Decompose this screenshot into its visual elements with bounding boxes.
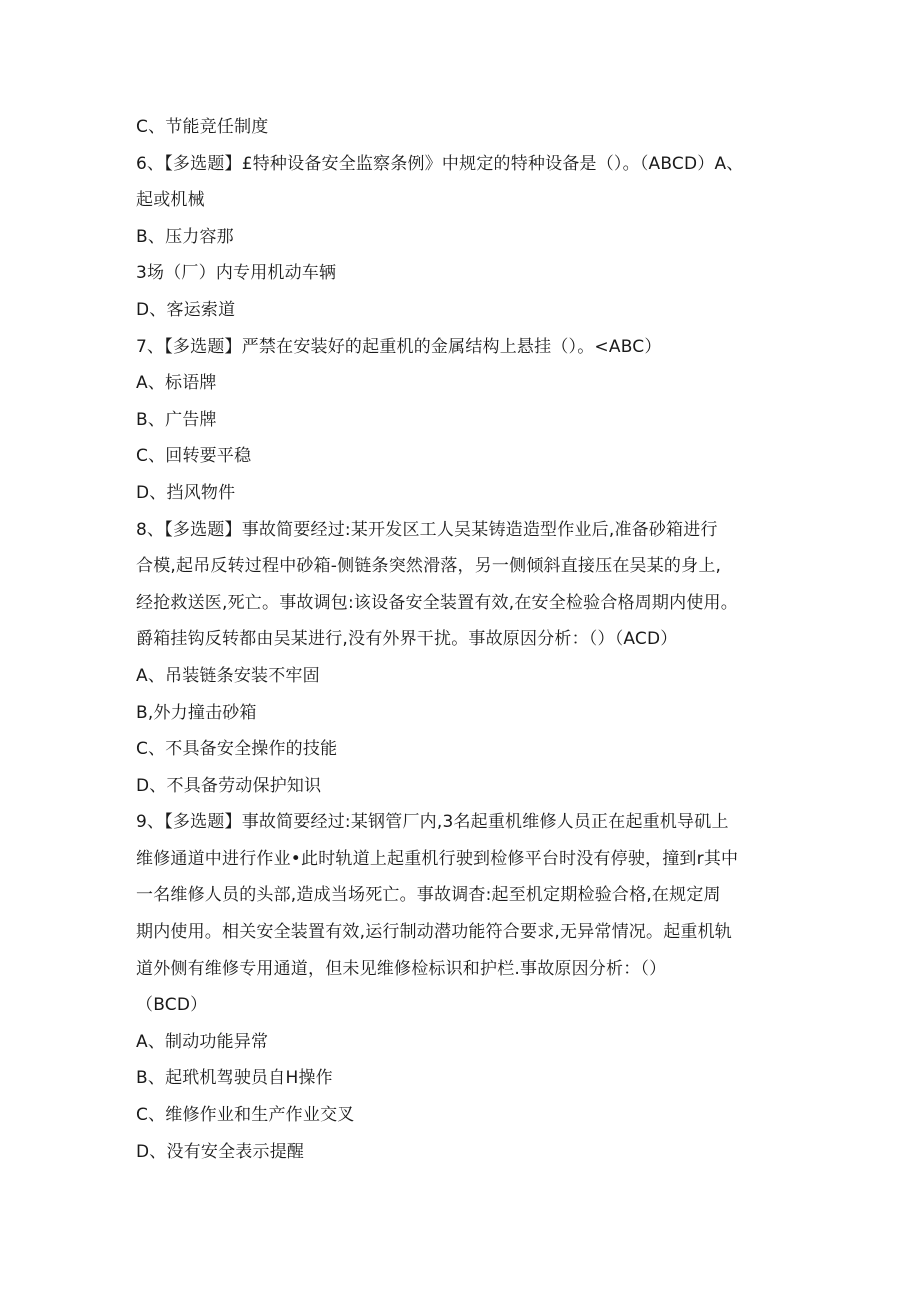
question-7-option-a-line: A、标语牌 xyxy=(136,373,217,394)
question-7-option-c-line: C、回转要平稳 xyxy=(136,446,252,467)
question-7-line: 7、【多选题】严禁在安装好的起重机的金属结构上悬挂（）。<ABC） xyxy=(136,336,662,357)
question-8-line-1: 8、【多选题】事故简要经过:某开发区工人吴某铸造造型作业后,准备砂箱进行 xyxy=(136,519,718,540)
question-8-option-d-line: D、不具备劳动保护知识 xyxy=(136,775,322,796)
question-9-option-b-line: B、起玳机驾驶员自H操作 xyxy=(136,1068,333,1089)
question-9-line-5: 道外侧有维修专用通道，但未见维修检标识和护栏.事故原因分析：（） xyxy=(136,958,667,979)
question-7-option-b-line: B、广告牌 xyxy=(136,409,217,430)
question-9-line-4: 期内使用。相关安全装置有效,运行制动潜功能符合要求,无异常情况。起重机轨 xyxy=(136,922,733,943)
question-9-option-c-line: C、维修作业和生产作业交叉 xyxy=(136,1105,355,1126)
question-8-option-b-line: B,外力撞击砂箱 xyxy=(136,702,257,723)
question-8-line-4: 爵箱挂钩反转都由吴某进行,没有外界干扰。事故原因分析：（）（ACD） xyxy=(136,629,678,650)
question-9-line-1: 9、【多选题】事故简要经过:某钢管厂内,3名起重机维修人员正在起重机导矶上 xyxy=(136,812,729,833)
question-9-option-a-line: A、制动功能异常 xyxy=(136,1031,269,1052)
question-6-option-a-line: 起或机械 xyxy=(136,190,205,211)
option-c-line: C、节能竞任制度 xyxy=(136,117,269,137)
question-8-option-a-line: A、吊装链条安装不牢固 xyxy=(136,665,320,686)
question-9-line-2: 维修通道中进行作业•此时轨道上起重机行驶到检修平台时没有停驶，撞到r其中 xyxy=(136,848,739,869)
question-text-block xyxy=(136,109,796,1170)
question-6-option-c-line: 3场（厂）内专用机动车辆 xyxy=(136,263,337,284)
question-6-option-b-line: B、压力容那 xyxy=(136,226,234,247)
question-6-line: 6、【多选题】£特种设备安全监察条例》中规定的特种设备是（）。（ABCD）A、 xyxy=(136,153,744,174)
question-9-line-3: 一名维修人员的头部,造成当场死亡。事故调杳:起至机定期检验合格,在规定周 xyxy=(136,885,721,906)
question-7-option-d-line: D、挡风物件 xyxy=(136,482,236,503)
question-8-line-2: 合模,起吊反转过程中砂箱-侧链条突然滑落，另一侧倾斜直接压在吴某的身上, xyxy=(136,556,722,577)
question-8-option-c-line: C、不具备安全操作的技能 xyxy=(136,739,338,760)
question-8-line-3: 经抢救送医,死亡。事故调包:该设备安全装置有效,在安全检验合格周期内使用。 xyxy=(136,592,738,613)
question-6-option-d-line: D、客运索道 xyxy=(136,299,236,320)
question-9-answer-line: （BCD） xyxy=(136,995,208,1016)
question-9-option-d-line: D、没有安全表示提醒 xyxy=(136,1141,305,1162)
